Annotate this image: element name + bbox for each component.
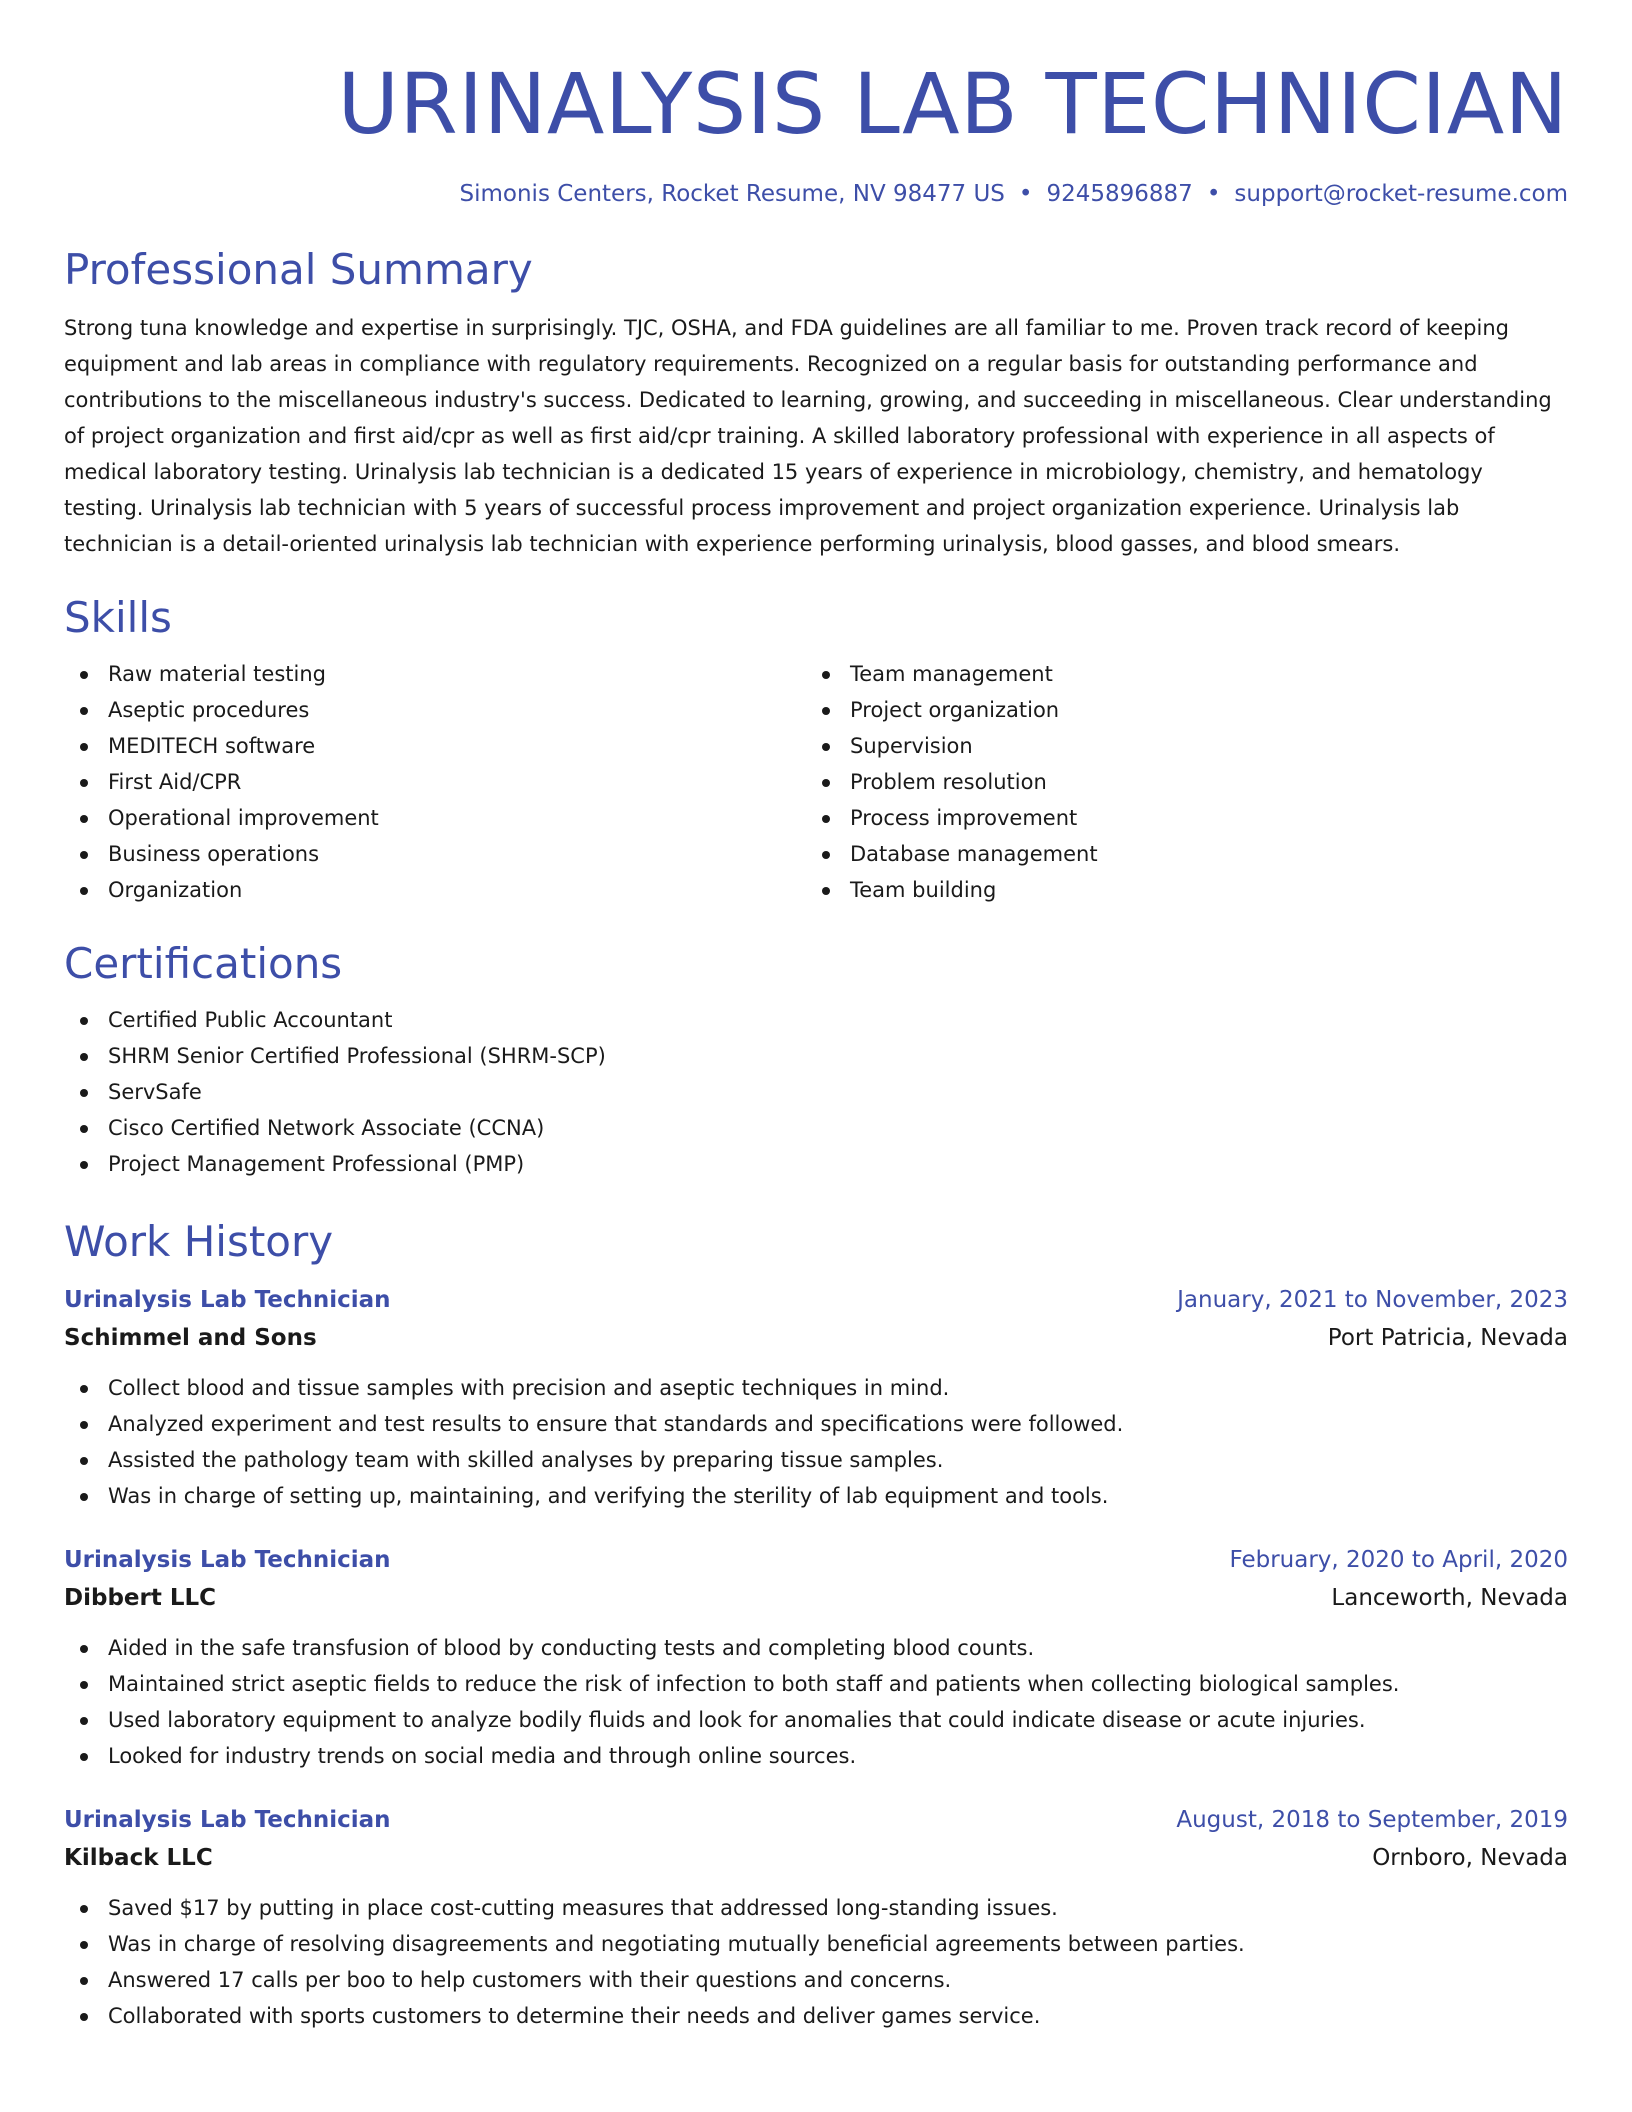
job-employer: Kilback LLC: [64, 1845, 213, 1871]
job-header: [64, 1544, 1568, 1576]
job-location: Lanceworth, Nevada: [1331, 1585, 1568, 1611]
job-title: Urinalysis Lab Technician: [64, 1807, 391, 1833]
job-title: Urinalysis Lab Technician: [64, 1547, 391, 1573]
certification-item: Project Management Professional (PMP): [64, 1146, 1568, 1182]
skill-item: Team management: [806, 656, 1548, 692]
contact-phone[interactable]: 9245896887: [1046, 181, 1193, 207]
contact-separator: •: [1206, 181, 1221, 207]
job-dates: January, 2021 to November, 2023: [1177, 1287, 1568, 1313]
responsibility-item: Saved $17 by putting in place cost-cutting measures that addressed long-standing issues.: [64, 1890, 1568, 1926]
section-heading: Work History: [64, 1217, 334, 1266]
certification-item: Cisco Certified Network Associate (CCNA): [64, 1110, 1568, 1146]
skills-list-left: [64, 656, 806, 908]
job-subheader: [64, 1582, 1568, 1614]
skill-item: Aseptic procedures: [64, 692, 806, 728]
responsibility-item: Answered 17 calls per boo to help customers with their questions and concerns.: [64, 1962, 1568, 1998]
job-dates: February, 2020 to April, 2020: [1229, 1547, 1568, 1573]
skill-item: Supervision: [806, 728, 1548, 764]
skills-section: [64, 592, 1568, 908]
skills-grid: [64, 656, 1568, 908]
job-employer: Schimmel and Sons: [64, 1325, 317, 1351]
summary-text: Strong tuna knowledge and expertise in surprisingly. TJC, OSHA, and FDA guidelines are all familiar to me. Proven track record of keeping equipment and lab areas in compliance with regulatory requirements. Recognized on a regular basis for outstanding performance and contributions to the miscellaneous industry's success. Dedicated to learning, growing, and succeeding in miscellaneous. Clear understanding of project organization and first aid/cpr as well as first aid/cpr training. A skilled laboratory professional with experience in all aspects of medical laboratory testing. Urinalysis lab technician is a dedicated 15 years of experience in microbiology, chemistry, and hematology testing. Urinalysis lab technician with 5 years of successful process improvement and project organization experience. Urinalysis lab technician is a detail-oriented urinalysis lab technician with experience performing urinalysis, blood gasses, and blood smears.: [64, 316, 1552, 556]
certification-item: Certified Public Accountant: [64, 1002, 1568, 1038]
job-subheader: [64, 1322, 1568, 1354]
contact-address: Simonis Centers, Rocket Resume, NV 98477 US: [459, 181, 1005, 207]
responsibility-item: Was in charge of setting up, maintaining, and verifying the sterility of lab equipment and tools.: [64, 1478, 1568, 1514]
contact-email[interactable]: support@rocket-resume.com: [1234, 181, 1568, 207]
responsibility-item: Used laboratory equipment to analyze bodily fluids and look for anomalies that could indicate disease or acute injuries.: [64, 1702, 1568, 1738]
section-heading: Professional Summary: [64, 245, 533, 294]
job-title: Urinalysis Lab Technician: [64, 1287, 391, 1313]
job-responsibilities: [64, 1370, 1568, 1514]
job-entry: [64, 1544, 1568, 1774]
skill-item: Organization: [64, 872, 806, 908]
responsibility-item: Collaborated with sports customers to determine their needs and deliver games service.: [64, 1998, 1568, 2034]
skill-item: Team building: [806, 872, 1548, 908]
professional-summary-section: [64, 244, 1568, 562]
job-responsibilities: [64, 1630, 1568, 1774]
certifications-section: [64, 938, 1568, 1182]
skill-item: Problem resolution: [806, 764, 1548, 800]
resume-title: URINALYSIS LAB TECHNICIAN: [337, 55, 1568, 153]
job-employer: Dibbert LLC: [64, 1585, 217, 1611]
job-responsibilities: [64, 1890, 1568, 2034]
job-subheader: [64, 1842, 1568, 1874]
certification-item: ServSafe: [64, 1074, 1568, 1110]
contact-separator: •: [1018, 181, 1033, 207]
responsibility-item: Aided in the safe transfusion of blood by conducting tests and completing blood counts.: [64, 1630, 1568, 1666]
responsibility-item: Assisted the pathology team with skilled analyses by preparing tissue samples.: [64, 1442, 1568, 1478]
responsibility-item: Collect blood and tissue samples with precision and aseptic techniques in mind.: [64, 1370, 1568, 1406]
skill-item: Project organization: [806, 692, 1548, 728]
responsibility-item: Was in charge of resolving disagreements and negotiating mutually beneficial agreements between parties.: [64, 1926, 1568, 1962]
skill-item: Database management: [806, 836, 1548, 872]
job-header: [64, 1284, 1568, 1316]
job-location: Port Patricia, Nevada: [1327, 1325, 1568, 1351]
skill-item: Raw material testing: [64, 656, 806, 692]
responsibility-item: Looked for industry trends on social media and through online sources.: [64, 1738, 1568, 1774]
skill-item: MEDITECH software: [64, 728, 806, 764]
skill-item: First Aid/CPR: [64, 764, 806, 800]
resume-page: [64, 0, 1568, 2034]
skills-list-right: [806, 656, 1548, 908]
contact-line: [64, 178, 1568, 210]
job-header: [64, 1804, 1568, 1836]
job-entry: [64, 1284, 1568, 1514]
section-heading: Certifications: [64, 939, 343, 988]
work-history-section: [64, 1216, 1568, 2034]
certifications-list: [64, 1002, 1568, 1182]
job-dates: August, 2018 to September, 2019: [1176, 1807, 1568, 1833]
job-entry: [64, 1804, 1568, 2034]
responsibility-item: Analyzed experiment and test results to ensure that standards and specifications were followed.: [64, 1406, 1568, 1442]
responsibility-item: Maintained strict aseptic fields to reduce the risk of infection to both staff and patients when collecting biological samples.: [64, 1666, 1568, 1702]
skill-item: Process improvement: [806, 800, 1548, 836]
skill-item: Operational improvement: [64, 800, 806, 836]
certification-item: SHRM Senior Certified Professional (SHRM-SCP): [64, 1038, 1568, 1074]
section-heading: Skills: [64, 593, 172, 642]
job-location: Ornboro, Nevada: [1372, 1845, 1568, 1871]
skill-item: Business operations: [64, 836, 806, 872]
